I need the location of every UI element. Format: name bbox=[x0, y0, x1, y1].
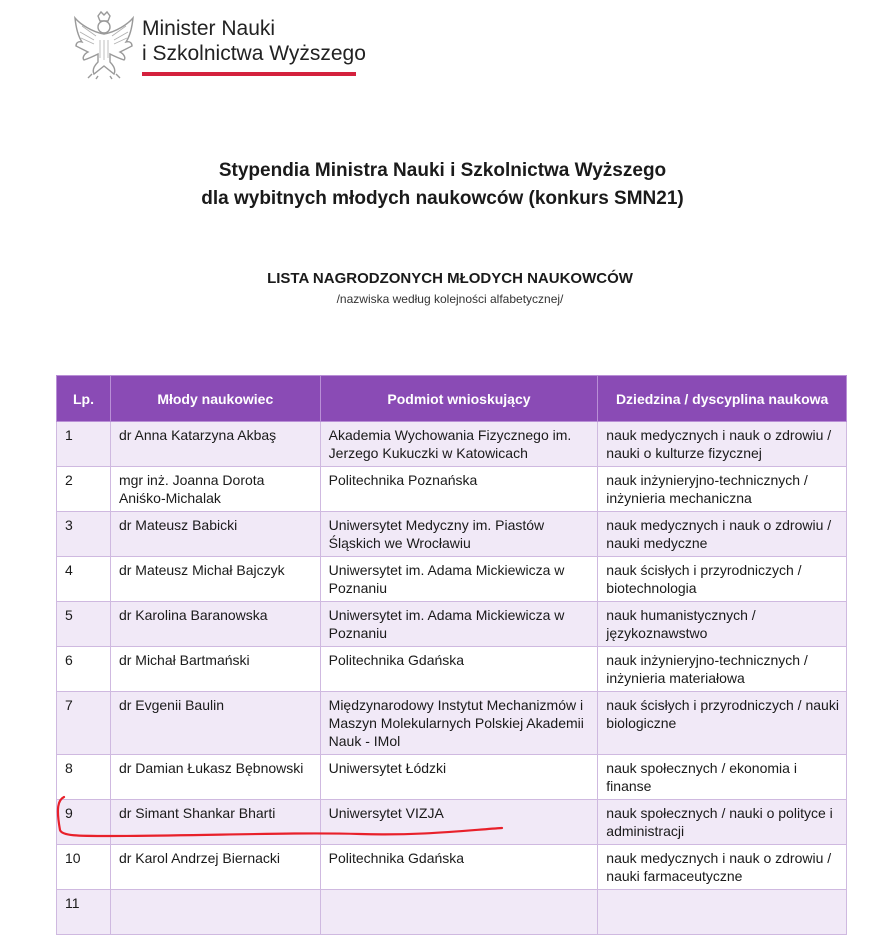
table-row bbox=[57, 755, 847, 800]
list-subtitle: /nazwiska według kolejności alfabetycznej/ bbox=[336, 292, 564, 306]
table-row bbox=[57, 512, 847, 557]
header-lp: Lp. bbox=[57, 376, 111, 422]
white-eagle-emblem-icon bbox=[72, 10, 136, 80]
cell-discipline: nauk inżynieryjno-technicznych / inżynieria mechaniczna bbox=[598, 467, 847, 512]
ministry-logo bbox=[72, 10, 372, 82]
cell-researcher: dr Mateusz Babicki bbox=[110, 512, 320, 557]
cell-lp: 9 bbox=[57, 800, 111, 845]
cell-researcher: dr Mateusz Michał Bajczyk bbox=[110, 557, 320, 602]
table-row bbox=[57, 692, 847, 755]
cell-discipline: nauk ścisłych i przyrodniczych / nauki biologiczne bbox=[598, 692, 847, 755]
cell-discipline: nauk medycznych i nauk o zdrowiu / nauki farmaceutyczne bbox=[598, 845, 847, 890]
table-row-partial bbox=[57, 890, 847, 935]
cell-researcher: dr Anna Katarzyna Akbaş bbox=[110, 422, 320, 467]
cell-lp: 5 bbox=[57, 602, 111, 647]
header-discipline: Dziedzina / dyscyplina naukowa bbox=[598, 376, 847, 422]
cell-researcher: dr Evgenii Baulin bbox=[110, 692, 320, 755]
cell-institution: Uniwersytet im. Adama Mickiewicza w Poznaniu bbox=[320, 602, 598, 647]
cell-researcher: dr Damian Łukasz Bębnowski bbox=[110, 755, 320, 800]
cell-discipline: nauk medycznych i nauk o zdrowiu / nauki o kulturze fizycznej bbox=[598, 422, 847, 467]
document-title-line-1: Stypendia Ministra Nauki i Szkolnictwa Wyższego bbox=[218, 160, 667, 181]
cell-lp: 11 bbox=[57, 890, 111, 935]
cell-institution: Politechnika Poznańska bbox=[320, 467, 598, 512]
table-row bbox=[57, 557, 847, 602]
cell-researcher: dr Karol Andrzej Biernacki bbox=[110, 845, 320, 890]
table-row bbox=[57, 845, 847, 890]
cell-institution: Politechnika Gdańska bbox=[320, 845, 598, 890]
cell-discipline: nauk inżynieryjno-technicznych / inżynieria materiałowa bbox=[598, 647, 847, 692]
cell-discipline: nauk humanistycznych / językoznawstwo bbox=[598, 602, 847, 647]
cell-discipline: nauk społecznych / nauki o polityce i administracji bbox=[598, 800, 847, 845]
logo-accent-bar bbox=[142, 72, 356, 76]
cell-lp: 6 bbox=[57, 647, 111, 692]
cell-researcher: dr Michał Bartmański bbox=[110, 647, 320, 692]
table-row bbox=[57, 422, 847, 467]
cell-institution: Uniwersytet VIZJA bbox=[320, 800, 598, 845]
table-row bbox=[57, 467, 847, 512]
cell-lp: 1 bbox=[57, 422, 111, 467]
header-institution: Podmiot wnioskujący bbox=[320, 376, 598, 422]
cell-lp: 7 bbox=[57, 692, 111, 755]
cell-institution: Uniwersytet im. Adama Mickiewicza w Poznaniu bbox=[320, 557, 598, 602]
cell-institution bbox=[320, 890, 598, 935]
header-researcher: Młody naukowiec bbox=[110, 376, 320, 422]
table-row bbox=[57, 647, 847, 692]
cell-lp: 4 bbox=[57, 557, 111, 602]
cell-institution: Akademia Wychowania Fizycznego im. Jerzego Kukuczki w Katowicach bbox=[320, 422, 598, 467]
cell-researcher: dr Simant Shankar Bharti bbox=[110, 800, 320, 845]
list-title: LISTA NAGRODZONYCH MŁODYCH NAUKOWCÓW bbox=[267, 270, 633, 287]
cell-lp: 3 bbox=[57, 512, 111, 557]
cell-lp: 2 bbox=[57, 467, 111, 512]
table-row bbox=[57, 800, 847, 845]
cell-institution: Uniwersytet Medyczny im. Piastów Śląskich we Wrocławiu bbox=[320, 512, 598, 557]
table-row bbox=[57, 602, 847, 647]
cell-discipline: nauk medycznych i nauk o zdrowiu / nauki medyczne bbox=[598, 512, 847, 557]
cell-institution: Międzynarodowy Instytut Mechanizmów i Maszyn Molekularnych Polskiej Akademii Nauk - IMol bbox=[320, 692, 598, 755]
cell-discipline: nauk ścisłych i przyrodniczych / biotechnologia bbox=[598, 557, 847, 602]
cell-lp: 8 bbox=[57, 755, 111, 800]
cell-institution: Politechnika Gdańska bbox=[320, 647, 598, 692]
cell-discipline bbox=[598, 890, 847, 935]
cell-lp: 10 bbox=[57, 845, 111, 890]
table-header-row bbox=[57, 376, 847, 422]
document-title-line-2: dla wybitnych młodych naukowców (konkurs SMN21) bbox=[201, 188, 684, 209]
cell-researcher: dr Karolina Baranowska bbox=[110, 602, 320, 647]
laureates-table bbox=[56, 375, 847, 935]
cell-researcher: mgr inż. Joanna Dorota Aniśko-Michalak bbox=[110, 467, 320, 512]
logo-line-2: i Szkolnictwa Wyższego bbox=[142, 42, 366, 65]
cell-discipline: nauk społecznych / ekonomia i finanse bbox=[598, 755, 847, 800]
cell-researcher bbox=[110, 890, 320, 935]
logo-text bbox=[142, 16, 366, 66]
logo-line-1: Minister Nauki bbox=[142, 17, 276, 40]
cell-institution: Uniwersytet Łódzki bbox=[320, 755, 598, 800]
